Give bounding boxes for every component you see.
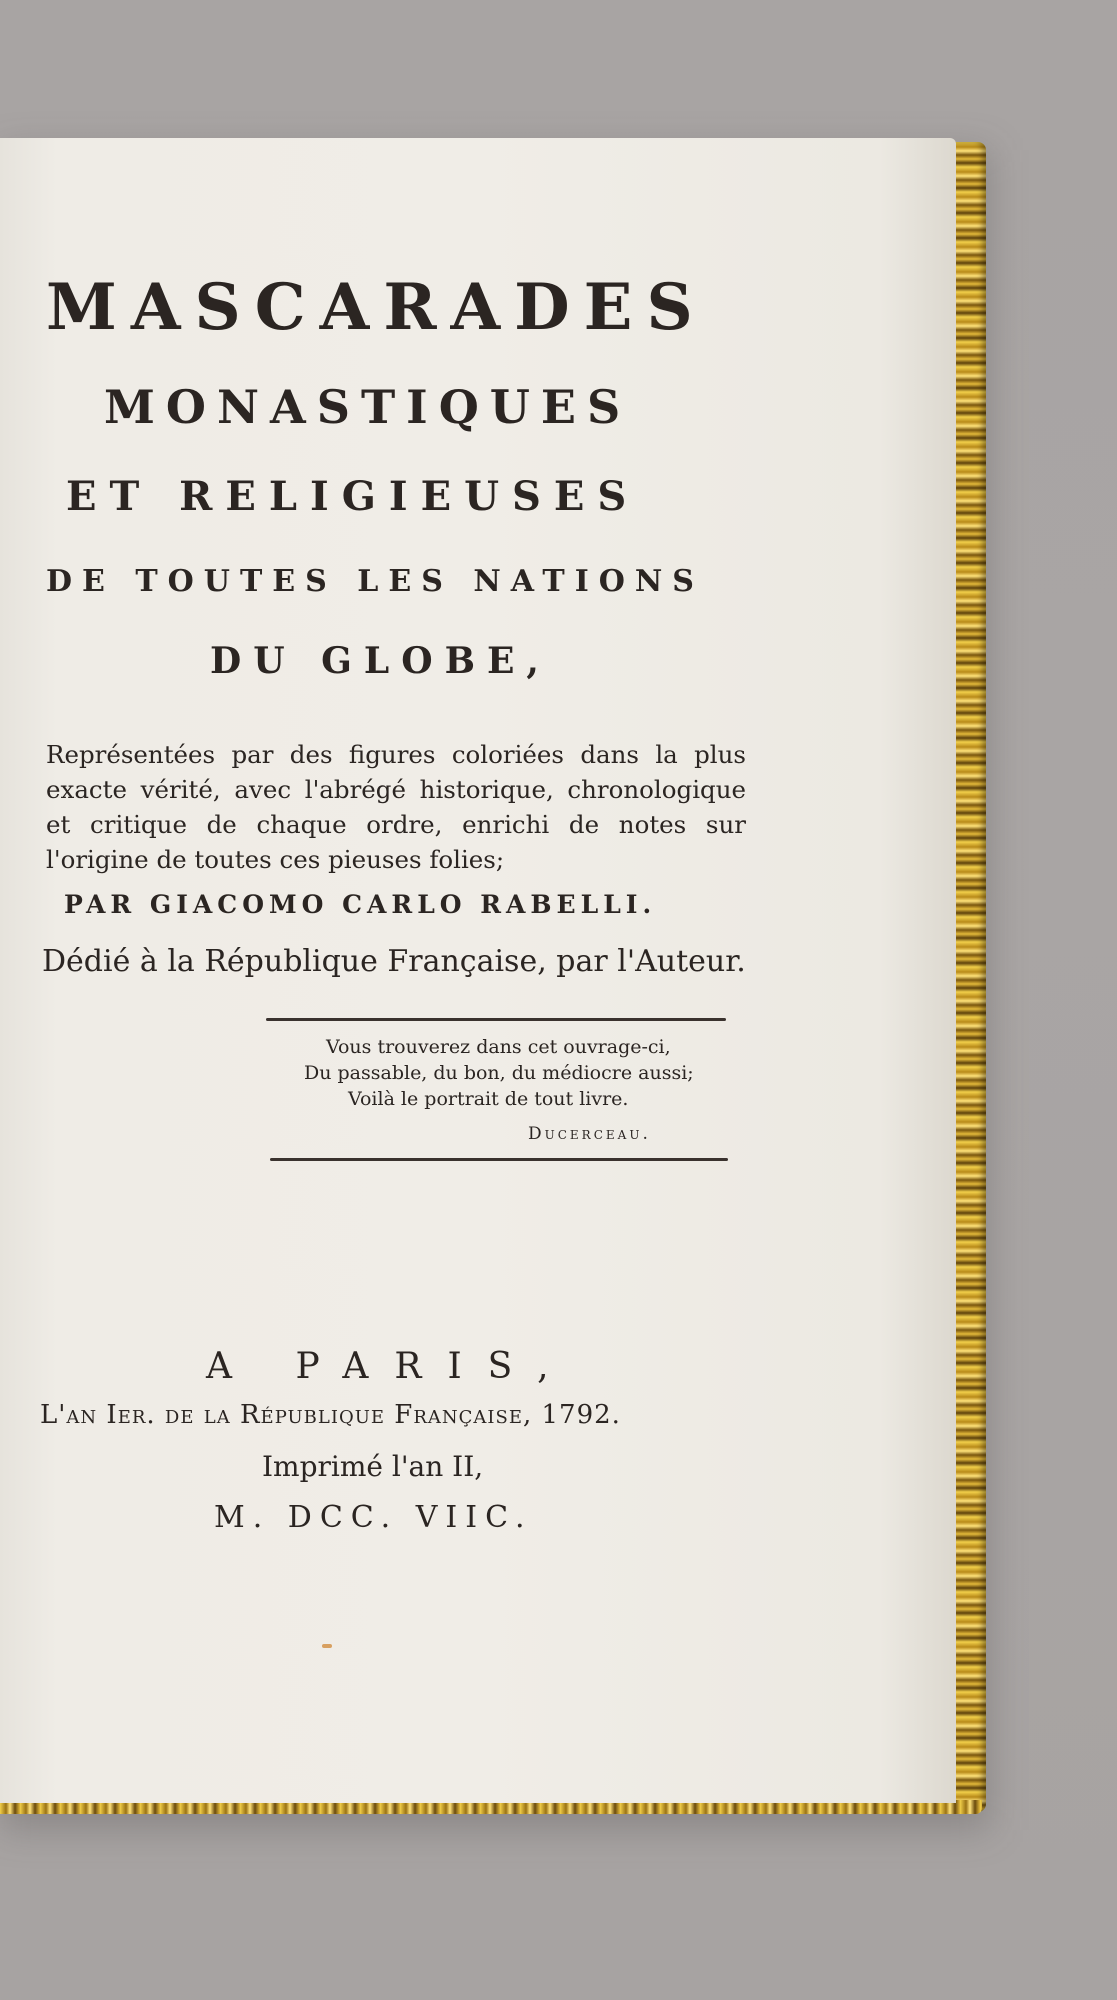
imprint-date-line: L'an Ier. de la République Française, 1792. <box>40 1400 621 1430</box>
epigraph-attribution: Ducerceau. <box>528 1124 651 1144</box>
epigraph-line-3: Voilà le portrait de tout livre. <box>348 1088 629 1110</box>
epigraph-top-rule <box>266 1018 726 1021</box>
imprint-place: A PARIS, <box>206 1346 575 1387</box>
imprint-printed: Imprimé l'an II, <box>262 1450 484 1483</box>
author-line: PAR GIACOMO CARLO RABELLI. <box>64 890 657 919</box>
title-line-2: MONASTIQUES <box>104 380 632 434</box>
title-line-1: MASCARADES <box>46 270 707 345</box>
subtitle-paragraph: Représentées par des figures coloriées dans la plus exacte vérité, avec l'abrégé historique, chronologique et critique de chaque ordre, enrichi de notes sur l'origine de toutes ces pieuses folies; <box>46 739 746 874</box>
title-line-3: ET RELIGIEUSES <box>66 473 640 520</box>
epigraph-line-1: Vous trouverez dans cet ouvrage-ci, <box>326 1036 671 1058</box>
title-line-4: DE TOUTES LES NATIONS <box>46 564 704 599</box>
title-line-5: DU GLOBE, <box>210 640 551 682</box>
imprint-roman-year: M. DCC. VIIC. <box>214 1500 533 1535</box>
epigraph-line-2: Du passable, du bon, du médiocre aussi; <box>304 1062 694 1084</box>
epigraph-bottom-rule <box>270 1158 728 1161</box>
dedication-line: Dédié à la République Française, par l'Auteur. <box>42 944 746 979</box>
paper-blemish <box>322 1644 332 1648</box>
